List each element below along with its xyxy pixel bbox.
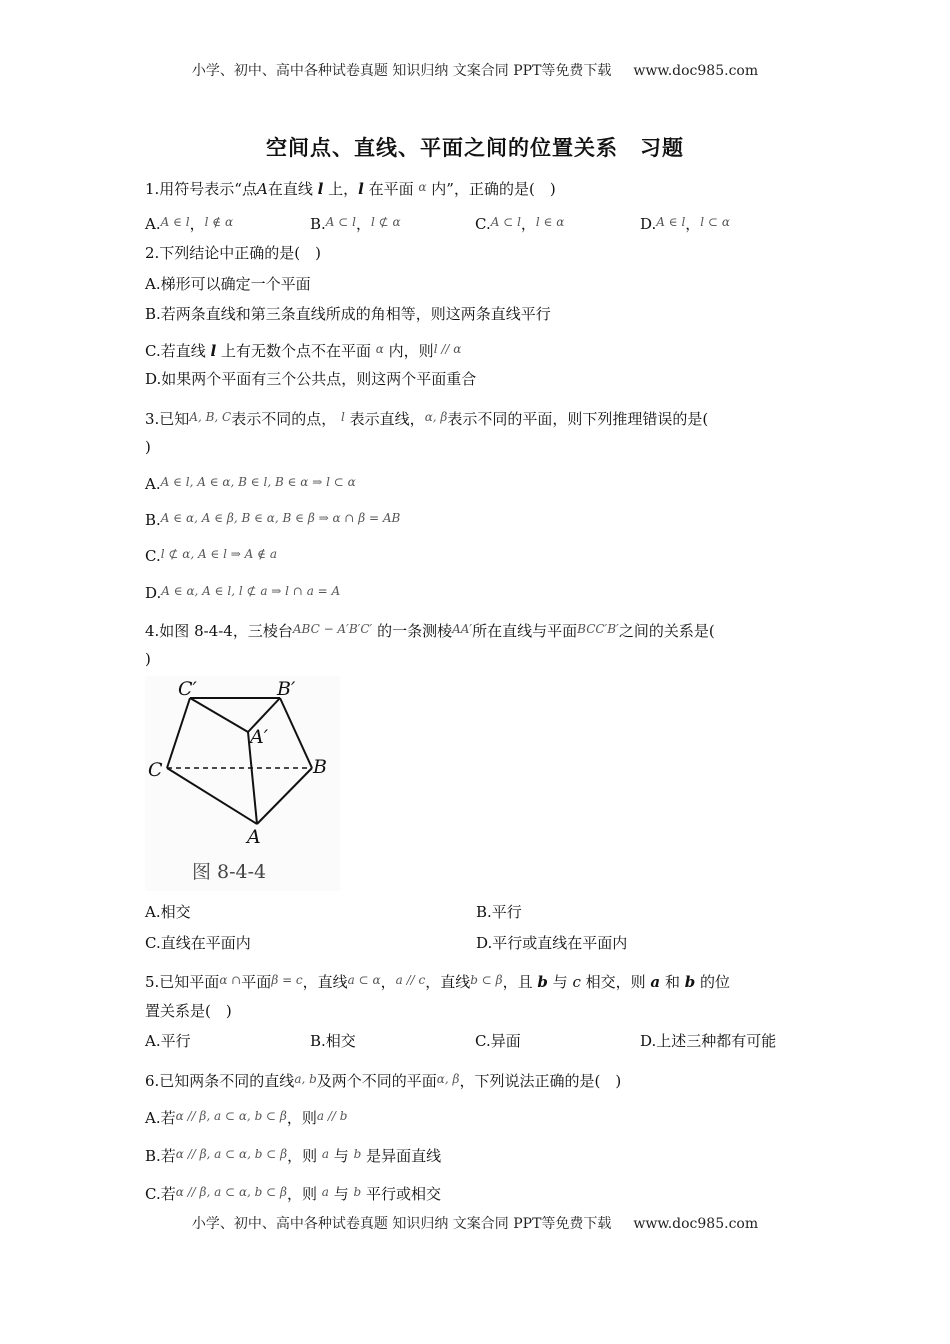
q3-stem: 3.已知$^{A, B, C}$表示不同的点， $^l$ 表示直线，$^{\alpha, \beta}$表示不同的平面，则下列推理错误的是( xyxy=(145,410,709,428)
q5-stem: 5.已知平面$^{\alpha \cap}$平面$^{\beta = c}$，直线$^{a \subset \alpha}$，$^{a // c}$，直线$^{b \subset \beta}$，且 b 与 c 相交，则 a 和 b 的位 xyxy=(145,973,731,991)
label-c: C xyxy=(148,759,163,781)
q5-stem-line2: 置关系是( ) xyxy=(145,1002,232,1020)
q3-option-c[interactable]: C.$^{l ⊄ \alpha, A \in l \Rightarrow A \notin a}$ xyxy=(145,547,278,565)
q4-option-b[interactable]: B.平行 xyxy=(476,903,522,921)
q2-option-b[interactable]: B.若两条直线和第三条直线所成的角相等，则这两条直线平行 xyxy=(145,305,551,323)
q1-option-a[interactable]: A.$^{A \in l}$，$^{l \notin \alpha}$ xyxy=(145,215,234,233)
q5-option-a[interactable]: A.平行 xyxy=(145,1032,191,1050)
q5-option-c[interactable]: C.异面 xyxy=(475,1032,521,1050)
header-text: 小学、初中、高中各种试卷真题 知识归纳 文案合同 PPT等免费下载 xyxy=(191,63,612,79)
q2-option-c[interactable]: C.若直线 l 上有无数个点不在平面 $^\alpha$ 内，则$^{l // \alpha}$ xyxy=(145,342,462,360)
q3-option-d[interactable]: D.$^{A \in \alpha, A \in l, l ⊄ a \Rightarrow l \cap a = A}$ xyxy=(145,584,341,602)
label-a: A xyxy=(247,826,261,848)
q6-option-a[interactable]: A.若$^{\alpha // \beta, a \subset \alpha, b \subset \beta}$，则$^{a // b}$ xyxy=(145,1109,348,1127)
page-title: 空间点、直线、平面之间的位置关系 习题 xyxy=(266,135,684,160)
q1-option-c[interactable]: C.$^{A \subset l}$，$^{l \in \alpha}$ xyxy=(475,215,565,233)
label-b-prime: B′ xyxy=(277,678,296,700)
q3-option-a[interactable]: A.$^{A \in l, A \in \alpha, B \in l, B \in \alpha \Rightarrow l \subset \alpha}$ xyxy=(145,475,356,493)
q6-stem: 6.已知两条不同的直线$^{a, b}$及两个不同的平面$^{\alpha, \beta}$，下列说法正确的是( ) xyxy=(145,1072,622,1090)
q3-option-b[interactable]: B.$^{A \in \alpha, A \in \beta, B \in \alpha, B \in \beta \Rightarrow \alpha \cap \beta = AB}$ xyxy=(145,511,401,529)
label-c-prime: C′ xyxy=(178,678,197,700)
q3-stem-end: ) xyxy=(145,438,151,456)
q4-stem-end: ) xyxy=(145,650,151,668)
q2-option-d[interactable]: D.如果两个平面有三个公共点，则这两个平面重合 xyxy=(145,370,477,388)
figure-caption: 图 8-4-4 xyxy=(192,861,267,883)
q4-option-a[interactable]: A.相交 xyxy=(145,903,191,921)
q4-option-d[interactable]: D.平行或直线在平面内 xyxy=(476,934,628,952)
q4-figure xyxy=(145,676,340,891)
page-footer xyxy=(0,1213,950,1233)
q4-option-c[interactable]: C.直线在平面内 xyxy=(145,934,251,952)
header-url[interactable]: www.doc985.com xyxy=(633,63,759,79)
q5-option-b[interactable]: B.相交 xyxy=(310,1032,356,1050)
footer-url[interactable]: www.doc985.com xyxy=(633,1216,759,1232)
q6-option-c[interactable]: C.若$^{\alpha // \beta, a \subset \alpha, b \subset \beta}$，则 $^a$ 与 $^b$ 平行或相交 xyxy=(145,1185,441,1203)
q2-option-a[interactable]: A.梯形可以确定一个平面 xyxy=(145,275,311,293)
label-a-prime: A′ xyxy=(250,726,269,748)
q4-stem: 4.如图 8-4-4，三棱台$^{ABC - A'B'C'}$ 的一条测棱$^{AA'}$所在直线与平面$^{BCC'B'}$之间的关系是( xyxy=(145,622,715,640)
q1-stem: 1.用符号表示“点A在直线 l 上，l 在平面 $^\alpha$ 内”，正确的是( ) xyxy=(145,180,556,198)
q5-option-d[interactable]: D.上述三种都有可能 xyxy=(640,1032,777,1050)
footer-text: 小学、初中、高中各种试卷真题 知识归纳 文案合同 PPT等免费下载 xyxy=(191,1216,612,1232)
q6-option-b[interactable]: B.若$^{\alpha // \beta, a \subset \alpha, b \subset \beta}$，则 $^a$ 与 $^b$ 是异面直线 xyxy=(145,1147,442,1165)
q1-option-b[interactable]: B.$^{A \subset l}$，$^{l ⊄ \alpha}$ xyxy=(310,215,401,233)
label-b: B xyxy=(313,756,327,778)
page-header xyxy=(0,60,950,80)
q1-option-d[interactable]: D.$^{A \in l}$，$^{l \subset \alpha}$ xyxy=(640,215,730,233)
q2-stem: 2.下列结论中正确的是( ) xyxy=(145,244,322,262)
